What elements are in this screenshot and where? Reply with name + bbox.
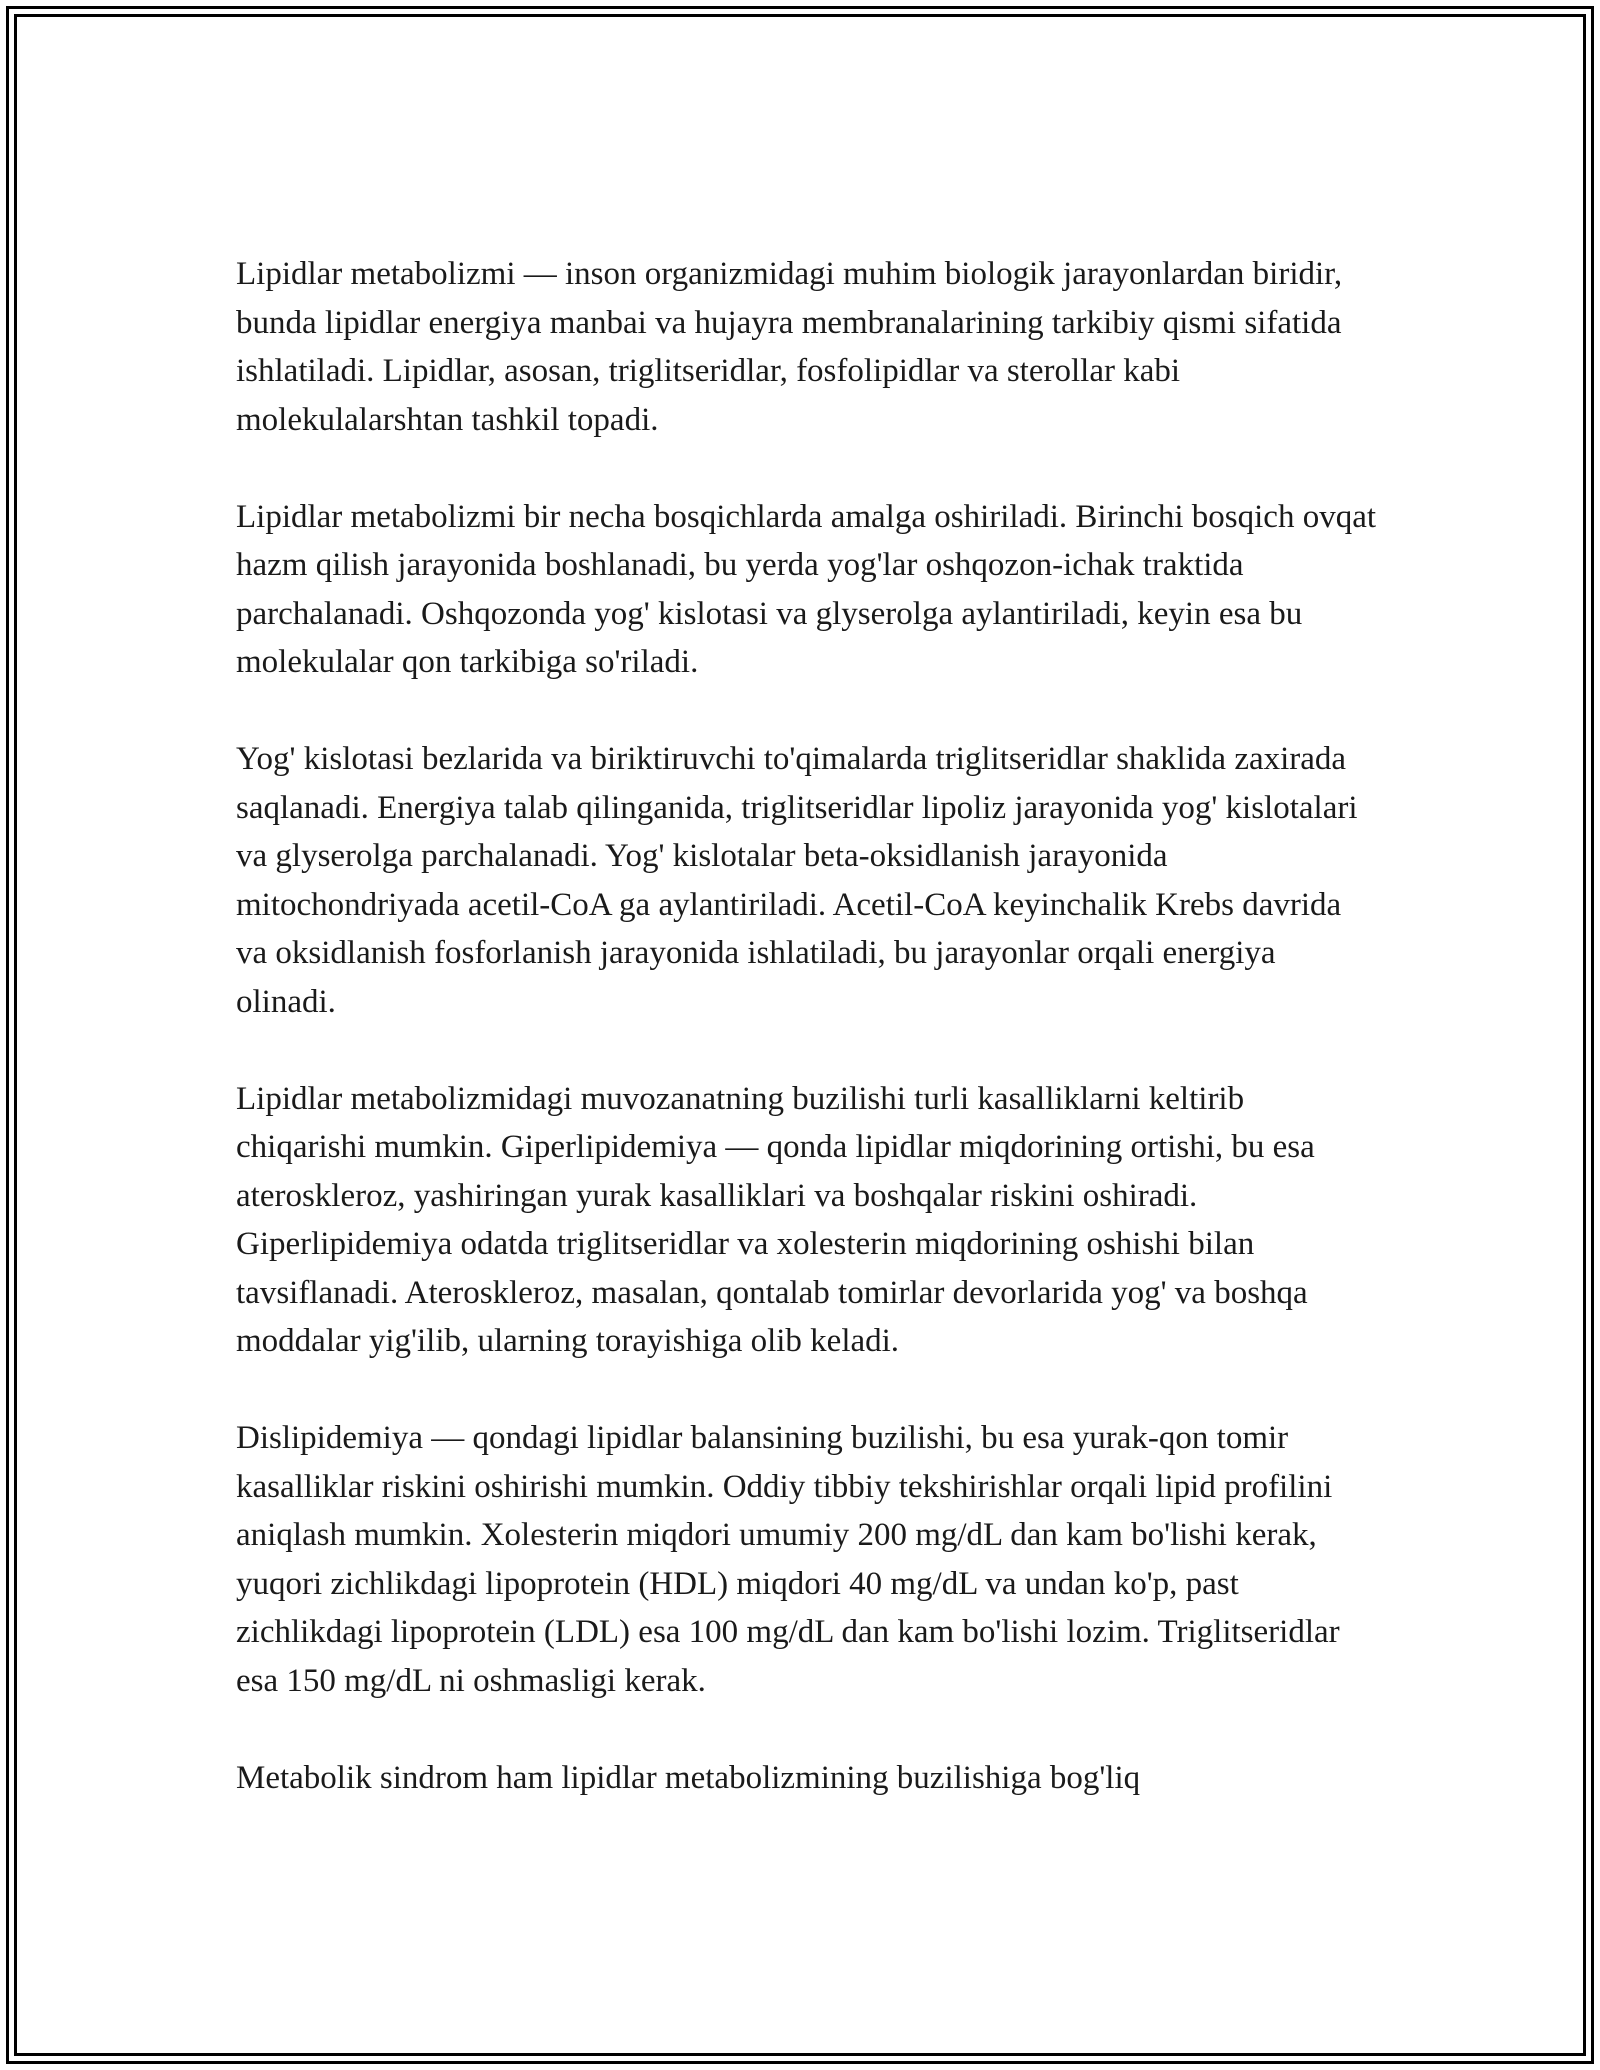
document-body xyxy=(236,250,1376,1851)
paragraph-fatty-acid-storage: Yog' kislotasi bezlarida va biriktiruvchi to'qimalarda triglitseridlar shaklida zaxirada saqlanadi. Energiya talab qilinganida, triglitseridlar lipoliz jarayonida yog' kislotalari va glyserolga parchalanadi. Yog' kislotalar beta-oksidlanish jarayonida mitochondriyada acetil-CoA ga aylantiriladi. Acetil-CoA keyinchalik Krebs davrida va oksidlanish fosforlanish jarayonida ishlatiladi, bu jarayonlar orqali energiya olinadi. xyxy=(236,741,1358,1020)
paragraph-hyperlipidemia: Lipidlar metabolizmidagi muvozanatning buzilishi turli kasalliklarni keltirib chiqarishi mumkin. Giperlipidemiya — qonda lipidlar miqdorining ortishi, bu esa ateroskleroz, yashiringan yurak kasalliklari va boshqalar riskini oshiradi. Giperlipidemiya odatda triglitseridlar va xolesterin miqdorining oshishi bilan tavsiflanadi. Ateroskleroz, masalan, qontalab tomirlar devorlarida yog' va boshqa moddalar yig'ilib, ularning torayishiga olib keladi. xyxy=(236,1080,1315,1359)
paragraph-metabolism-stages: Lipidlar metabolizmi bir necha bosqichlarda amalga oshiriladi. Birinchi bosqich ovqat hazm qilish jarayonida boshlanadi, bu yerda yog'lar oshqozon-ichak traktida parchalanadi. Oshqozonda yog' kislotasi va glyserolga aylantiriladi, keyin esa bu molekulalar qon tarkibiga so'riladi. xyxy=(236,498,1377,680)
paragraph-dyslipidemia: Dislipidemiya — qondagi lipidlar balansining buzilishi, bu esa yurak-qon tomir kasalliklar riskini oshirishi mumkin. Oddiy tibbiy tekshirishlar orqali lipid profilini aniqlash mumkin. Xolesterin miqdori umumiy 200 mg/dL dan kam bo'lishi kerak, yuqori zichlikdagi lipoprotein (HDL) miqdori 40 mg/dL va undan ko'p, past zichlikdagi lipoprotein (LDL) esa 100 mg/dL dan kam bo'lishi lozim. Triglitseridlar esa 150 mg/dL ni oshmasligi kerak. xyxy=(236,1420,1340,1699)
paragraph-metabolic-syndrome: Metabolik sindrom ham lipidlar metabolizmining buzilishiga bog'liq xyxy=(236,1759,1141,1796)
paragraph-lipid-metabolism-intro: Lipidlar metabolizmi — inson organizmidagi muhim biologik jarayonlardan biridir, bunda lipidlar energiya manbai va hujayra membranalarining tarkibiy qismi sifatida ishlatiladi. Lipidlar, asosan, triglitseridlar, fosfolipidlar va sterollar kabi molekulalarshtan tashkil topadi. xyxy=(236,256,1343,438)
